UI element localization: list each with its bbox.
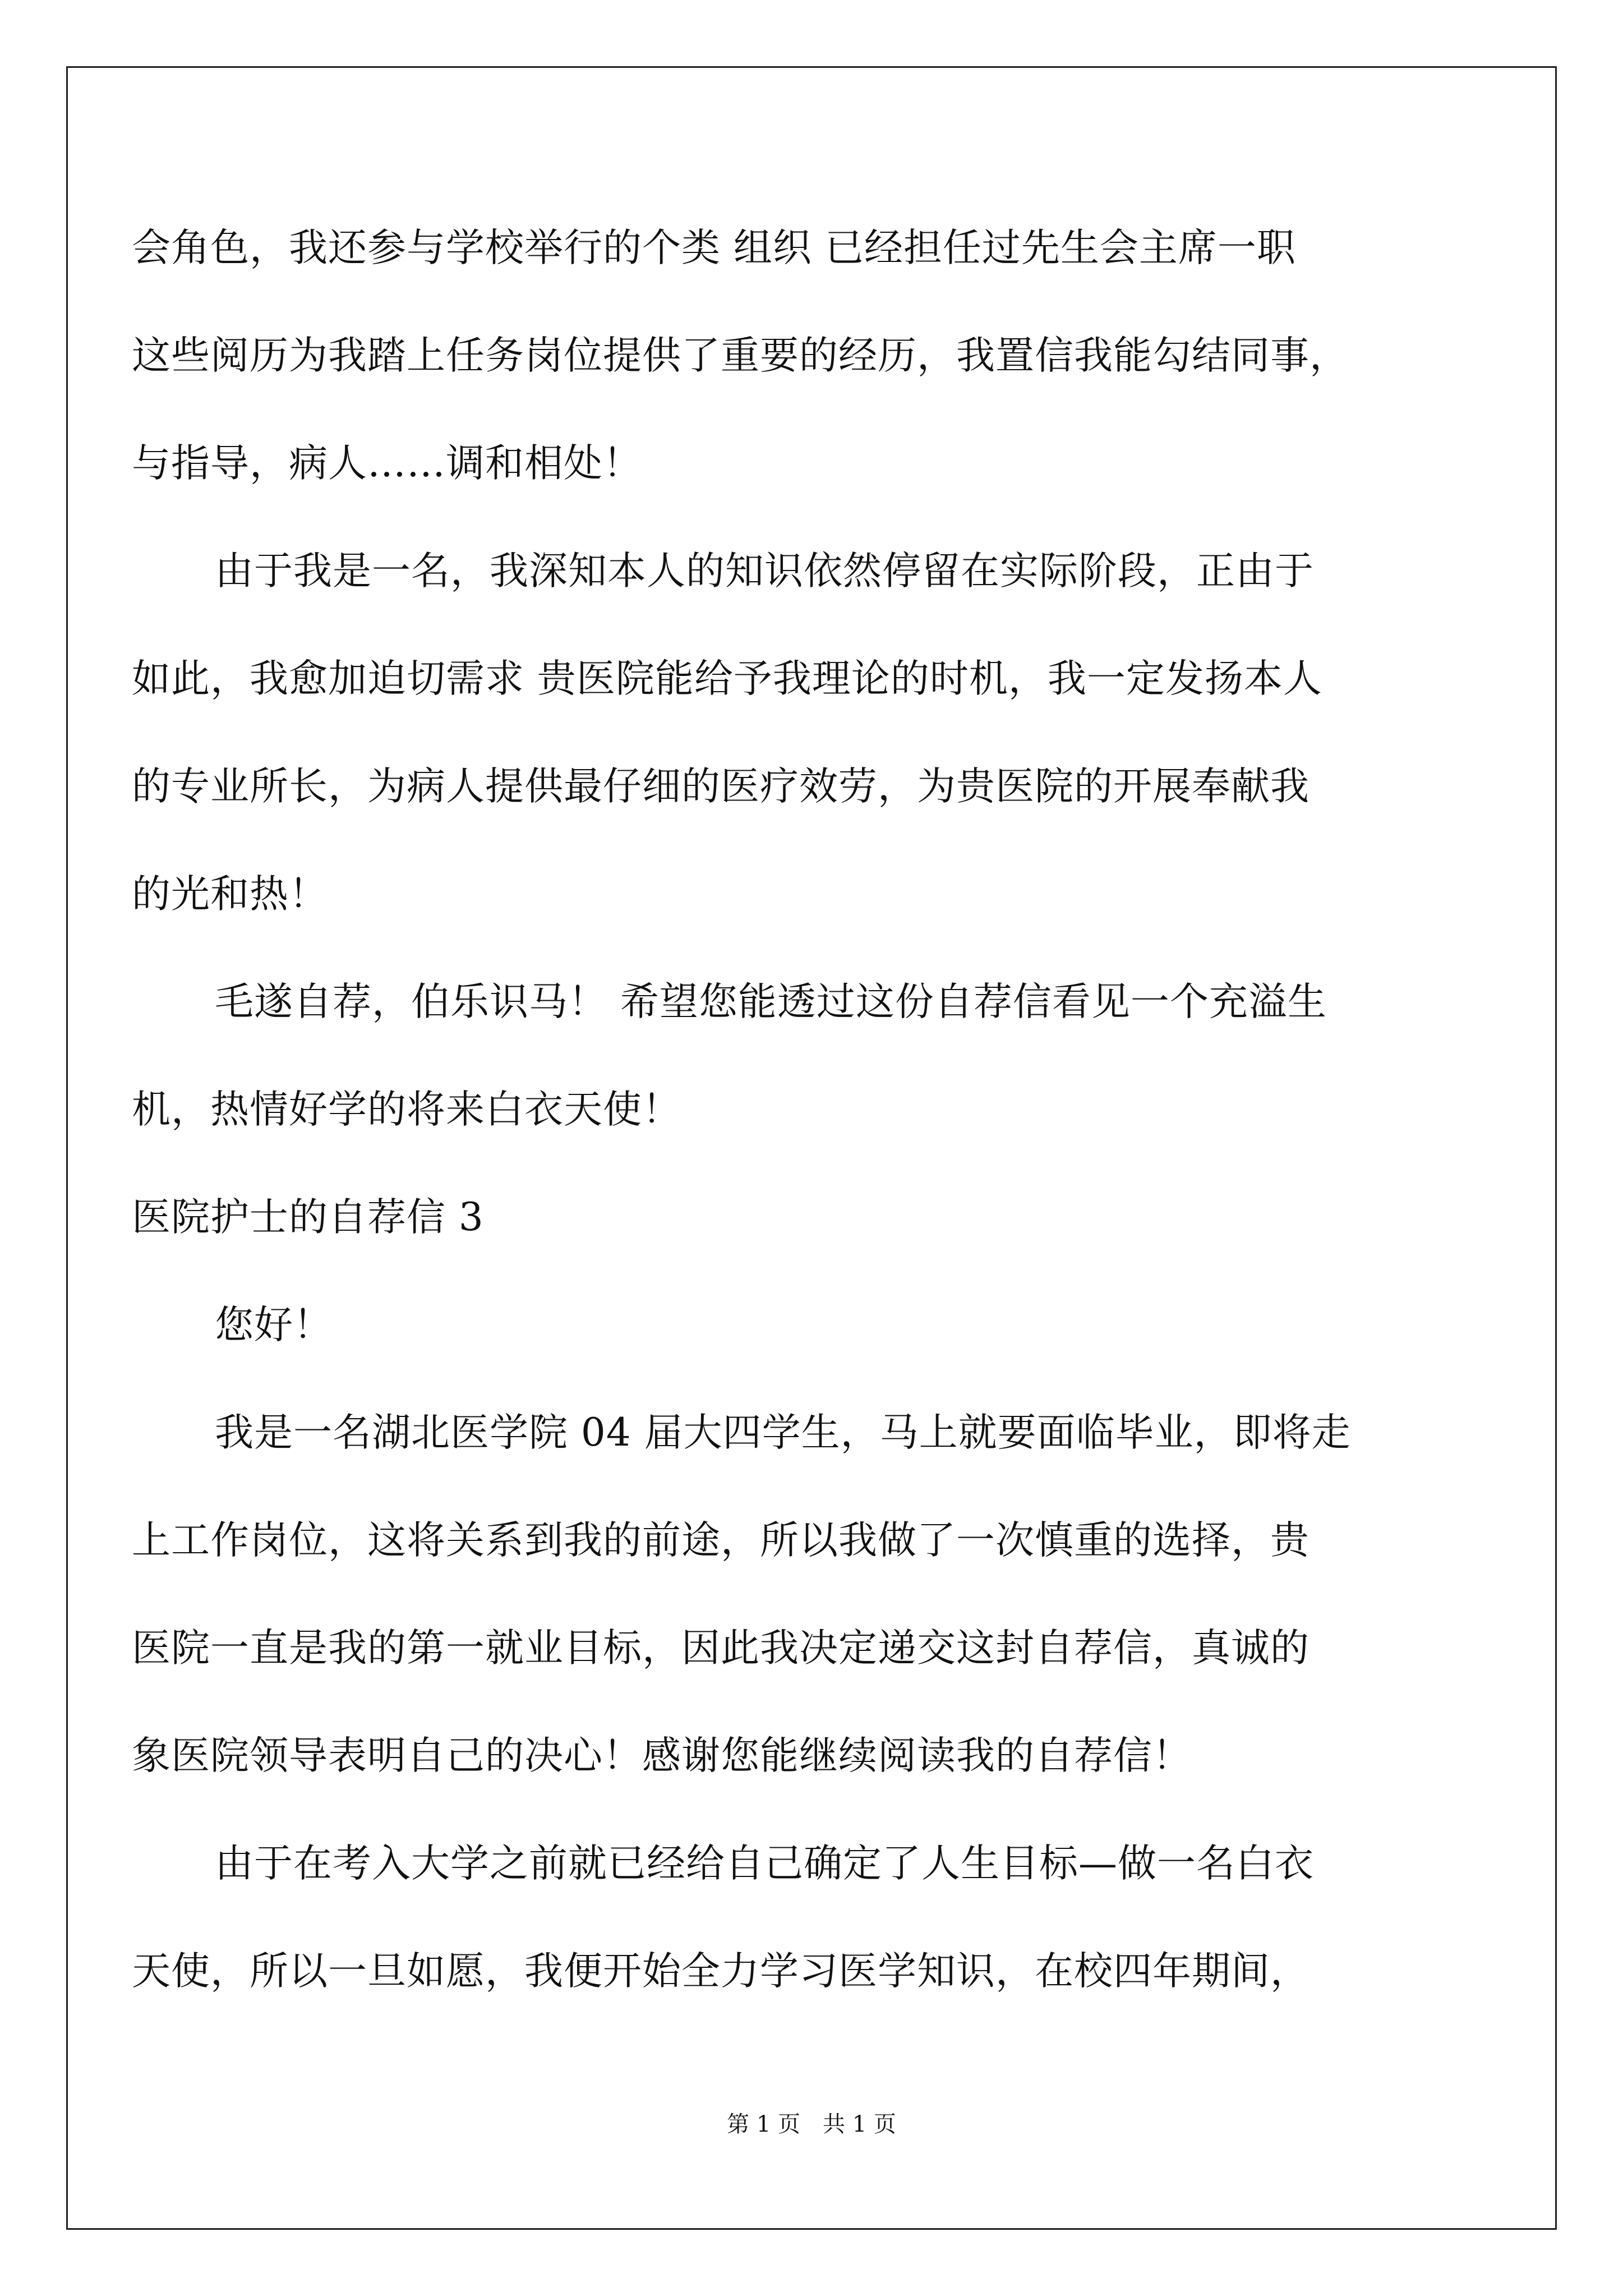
text-line: 这些阅历为我踏上任务岗位提供了重要的经历，我置信我能勾结同事，	[132, 333, 1349, 378]
text-line: 的光和热！	[132, 872, 328, 917]
text-line: 如此，我愈加迫切需求 贵医院能给予我理论的时机，我一定发扬本人	[132, 656, 1322, 701]
text-line: 天使，所以一旦如愿，我便开始全力学习医学知识，在校四年期间，	[132, 1949, 1310, 1994]
text-line: 会角色，我还参与学校举行的个类 组织 已经担任过先生会主席一职	[132, 226, 1296, 270]
section-heading: 医院护士的自荐信 3	[132, 1195, 484, 1240]
page-footer: 第 1 页 共 1 页	[727, 2111, 896, 2137]
text-line: 的专业所长，为病人提供最仔细的医疗效劳，为贵医院的开展奉献我	[132, 764, 1310, 809]
greeting-line: 您好！	[215, 1303, 333, 1347]
text-line: 由于我是一名，我深知本人的知识依然停留在实际阶段，正由于	[215, 549, 1314, 593]
text-line: 上工作岗位，这将关系到我的前途，所以我做了一次慎重的选择，贵	[132, 1518, 1310, 1563]
text-line: 由于在考入大学之前就已经给自己确定了人生目标—做一名白衣	[215, 1841, 1314, 1886]
page-border	[66, 66, 1557, 2230]
text-line: 与指导，病人……调和相处！	[132, 441, 642, 486]
text-line: 机，热情好学的将来白衣天使！	[132, 1087, 681, 1132]
text-line: 医院一直是我的第一就业目标，因此我决定递交这封自荐信，真诚的	[132, 1626, 1310, 1671]
text-line: 毛遂自荐，伯乐识马！ 希望您能透过这份自荐信看见一个充溢生	[215, 979, 1327, 1024]
text-line: 我是一名湖北医学院 04 届大四学生，马上就要面临毕业，即将走	[215, 1410, 1351, 1455]
text-line: 象医院领导表明自己的决心！感谢您能继续阅读我的自荐信！	[132, 1733, 1192, 1778]
